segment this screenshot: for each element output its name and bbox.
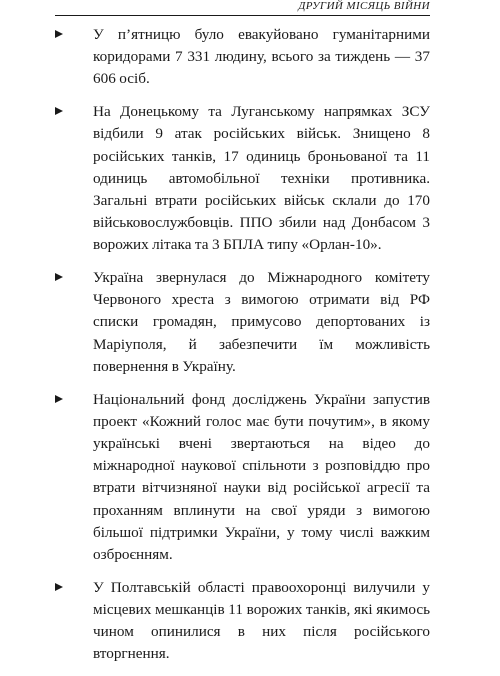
bulleted-list xyxy=(55,24,430,676)
list-item-text: На Донецькому та Луганському напрямках ЗСУ відбили 9 атак російських військ. Знищено 8 російських танків, 17 одиниць броньованої та 11 одиниць автомобільної техніки противника. Загальні втрати російських військ склали до 170 військовослужбовців. ППО збили над Донбасом 3 ворожих літака та 3 БПЛА типу «Орлан-10». xyxy=(93,103,430,254)
list-item xyxy=(55,389,430,567)
triangle-bullet-icon xyxy=(55,30,63,38)
list-item-text: Національний фонд досліджень України запустив проект «Кожний голос має бути почутим», в якому українські вчені звертаються на відео до міжнародної наукової спільноти з розповіддю про втрати вітчизняної науки від російської агресії та проханням вплинути на свої уряди з вимогою більшої підтримки України, у тому числі важким озброєнням. xyxy=(93,390,430,563)
triangle-bullet-icon xyxy=(55,273,63,281)
list-item-text: У п’ятницю було евакуйовано гуманітарними коридорами 7 331 людину, всього за тиждень — 37 606 осіб. xyxy=(93,26,430,88)
running-head: ДРУГИЙ МІСЯЦЬ ВІЙНИ xyxy=(298,0,430,12)
list-item xyxy=(55,267,430,378)
list-item xyxy=(55,577,430,666)
header-divider xyxy=(55,15,430,16)
list-item-text: Україна звернулася до Міжнародного комітету Червоного хреста з вимогою отримати від РФ списки громадян, примусово депортованих із Маріуполя, й забезпечити їм можливість повернення в Україну. xyxy=(93,269,430,375)
triangle-bullet-icon xyxy=(55,107,63,115)
list-item-text: У Полтавській області правоохоронці вилучили у місцевих мешканців 11 ворожих танків, які якимось чином опинилися в них після російського вторгнення. xyxy=(93,578,430,663)
triangle-bullet-icon xyxy=(55,583,63,591)
list-item xyxy=(55,24,430,91)
list-item xyxy=(55,101,430,256)
triangle-bullet-icon xyxy=(55,395,63,403)
